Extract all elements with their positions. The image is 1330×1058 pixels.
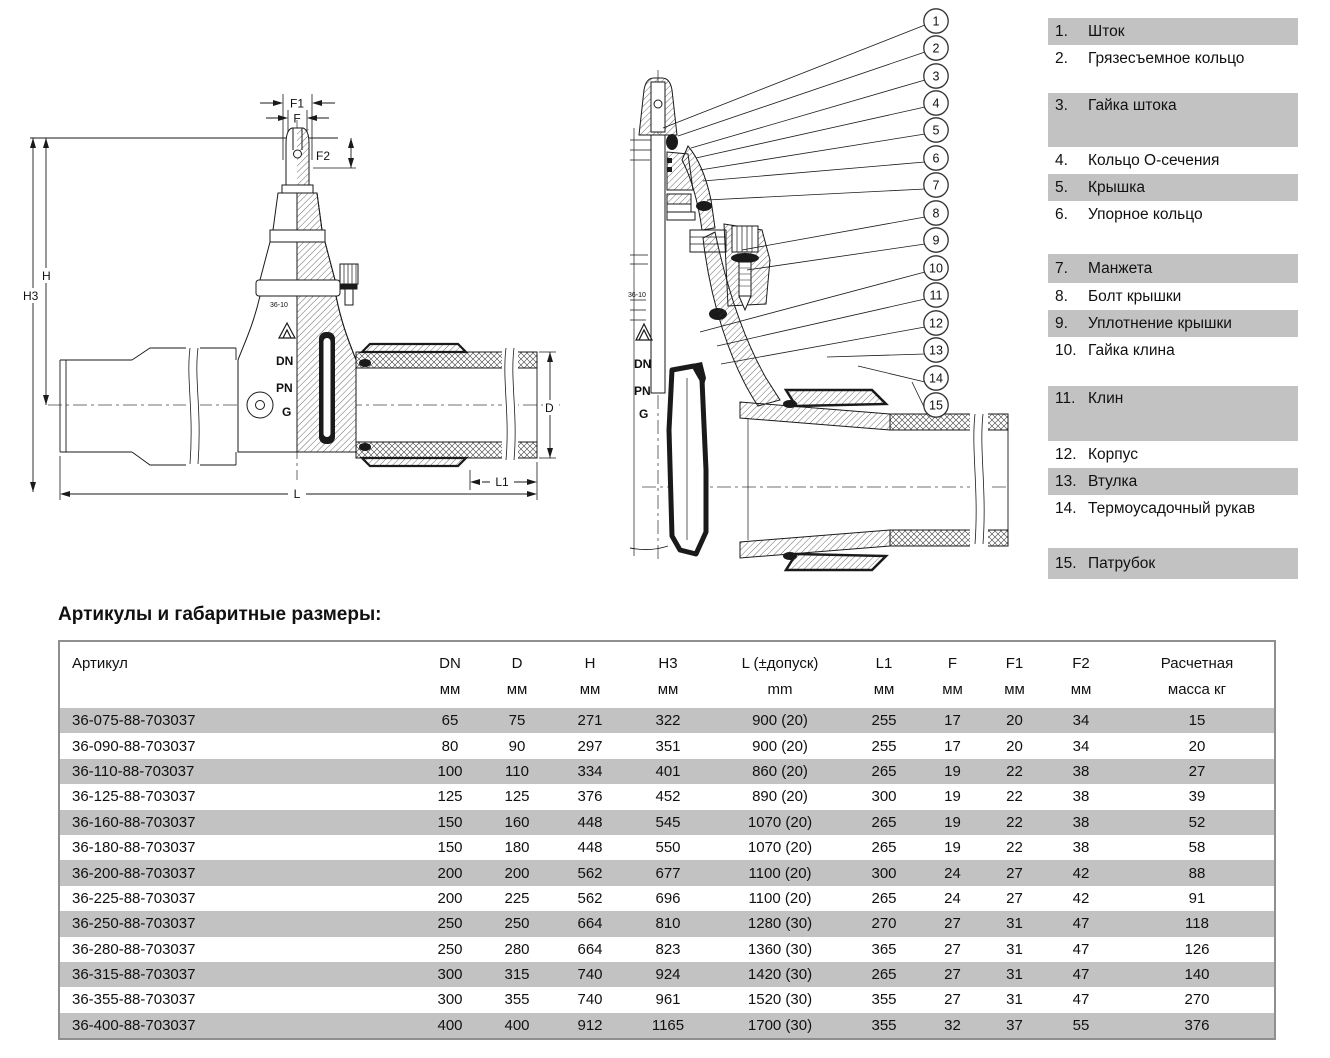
legend-item-label: Уплотнение крышки (1088, 314, 1232, 332)
dimension-value-cell: 823 (655, 940, 681, 958)
body-mark-dn: DN (276, 354, 294, 368)
dimension-value-cell: 38 (1072, 813, 1090, 831)
column-header: Артикул (72, 654, 128, 672)
dimension-value-cell: 65 (441, 712, 459, 730)
legend-item (1048, 18, 1298, 45)
callout-number: 11 (929, 288, 943, 303)
legend-item-label: Гайка штока (1088, 97, 1177, 114)
dimension-value-cell: 27 (1188, 762, 1206, 780)
dimension-value-cell: 890 (20) (752, 788, 808, 806)
leader-line (696, 107, 925, 158)
column-unit: мм (506, 680, 528, 698)
dimension-value-cell: 125 (504, 788, 530, 806)
dimension-value-cell: 1070 (20) (747, 839, 813, 857)
article-number-cell: 36-250-88-703037 (72, 915, 196, 933)
brand-logo-mark (636, 324, 652, 340)
dimension-value-cell: 32 (944, 1016, 961, 1034)
dimension-value-cell: 334 (577, 762, 603, 780)
dimension-value-cell: 448 (577, 839, 603, 857)
dimension-value-cell: 315 (504, 966, 530, 984)
table-row (60, 860, 1274, 885)
leader-line (691, 80, 925, 148)
dimension-value-cell: 677 (655, 864, 681, 882)
dimension-value-cell: 118 (1185, 915, 1209, 933)
dimension-value-cell: 355 (871, 1016, 897, 1034)
legend-item-number: 2. (1055, 49, 1068, 67)
dimension-value-cell: 297 (577, 737, 603, 755)
dimension-value-cell: 100 (437, 762, 463, 780)
dimension-value-cell: 110 (505, 762, 529, 780)
callout-number: 5 (932, 123, 940, 138)
dimension-value-cell: 1420 (30) (747, 966, 813, 984)
dimension-value-cell: 300 (437, 991, 463, 1009)
dimension-value-cell: 140 (1184, 966, 1210, 984)
table-header-units (60, 676, 1274, 702)
dimension-value-cell: 39 (1188, 788, 1206, 806)
dimension-value-cell: 22 (1006, 813, 1023, 831)
leader-line (717, 299, 925, 346)
callout-number: 8 (932, 206, 940, 221)
dimension-value-cell: 27 (944, 991, 961, 1009)
dimension-value-cell: 351 (655, 737, 681, 755)
dimension-value-cell: 270 (1184, 991, 1210, 1009)
dimension-value-cell: 200 (437, 889, 463, 907)
article-number-cell: 36-400-88-703037 (72, 1016, 196, 1034)
legend-item-label: Болт крышки (1088, 287, 1182, 305)
legend-item-label: Шток (1088, 22, 1125, 40)
column-header: H (584, 654, 596, 672)
legend-item (1048, 386, 1298, 441)
dimension-value-cell: 1070 (20) (747, 813, 813, 831)
column-header: L1 (875, 654, 893, 672)
column-unit: мм (579, 680, 601, 698)
dimension-value-cell: 1280 (30) (747, 915, 813, 933)
table-row (60, 810, 1274, 835)
dimension-value-cell: 376 (1184, 1016, 1210, 1034)
dimension-value-cell: 19 (944, 762, 961, 780)
dimension-value-cell: 400 (437, 1016, 463, 1034)
legend-item-number: 10. (1055, 341, 1077, 359)
legend-item-number: 1. (1055, 22, 1068, 40)
legend-item-number: 4. (1055, 151, 1068, 169)
body-mark-model: 36-10 (270, 302, 288, 309)
legend-item-label: Кольцо О-сечения (1088, 151, 1220, 169)
dim-label-f1: F1 (289, 96, 305, 111)
dimension-value-cell: 17 (944, 737, 961, 755)
gate-valve-cross-section-drawing (590, 0, 1010, 600)
dimension-value-cell: 664 (577, 940, 603, 958)
dimension-value-cell: 355 (871, 991, 897, 1009)
dimension-value-cell: 27 (944, 940, 961, 958)
dimension-value-cell: 24 (944, 889, 961, 907)
dimension-value-cell: 27 (944, 966, 961, 984)
column-header: D (511, 654, 523, 672)
column-unit: масса кг (1167, 680, 1227, 698)
legend-item-label: Корпус (1088, 445, 1138, 463)
leader-line (912, 382, 925, 409)
dimension-value-cell: 27 (944, 915, 961, 933)
legend-item-label: Патрубок (1088, 554, 1156, 572)
dimension-value-cell: 270 (871, 915, 897, 933)
legend-item-number: 9. (1055, 314, 1068, 332)
dimension-value-cell: 376 (577, 788, 603, 806)
dimension-value-cell: 810 (655, 915, 681, 933)
dimension-value-cell: 664 (577, 915, 603, 933)
legend-item (1048, 45, 1298, 72)
body-mark-g: G (282, 405, 292, 419)
table-row (60, 835, 1274, 860)
leader-line (678, 52, 925, 136)
legend-item-number: 11. (1055, 390, 1076, 407)
dimension-value-cell: 225 (504, 889, 530, 907)
callout-number: 2 (932, 41, 940, 56)
dimension-value-cell: 19 (944, 788, 961, 806)
dimension-value-cell: 322 (655, 712, 681, 730)
dimension-value-cell: 22 (1006, 788, 1023, 806)
dimension-value-cell: 740 (577, 991, 603, 1009)
article-number-cell: 36-075-88-703037 (72, 712, 196, 730)
table-row (60, 911, 1274, 936)
dimension-value-cell: 27 (1006, 864, 1023, 882)
legend-item (1048, 201, 1298, 228)
dimension-value-cell: 300 (437, 966, 463, 984)
dimension-value-cell: 31 (1006, 940, 1023, 958)
legend-item-number: 14. (1055, 499, 1077, 517)
dimension-value-cell: 740 (577, 966, 603, 984)
dimension-value-cell: 924 (655, 966, 681, 984)
dimension-value-cell: 900 (20) (752, 737, 808, 755)
column-unit: mm (767, 680, 793, 698)
dimension-value-cell: 255 (871, 712, 897, 730)
dimension-value-cell: 1700 (30) (747, 1016, 813, 1034)
column-header: F1 (1005, 654, 1024, 672)
dimension-value-cell: 19 (944, 839, 961, 857)
dim-label-f: F (293, 111, 301, 126)
dimension-value-cell: 24 (944, 864, 961, 882)
legend-item-number: 12. (1055, 445, 1077, 463)
callout-number: 15 (929, 398, 943, 413)
legend-item-number: 8. (1055, 287, 1068, 305)
leader-line (707, 189, 925, 200)
legend-item (1048, 147, 1298, 174)
gate-valve-dimension-drawing (20, 80, 565, 505)
table-header-labels (60, 650, 1274, 676)
dimension-value-cell: 47 (1072, 966, 1090, 984)
dimension-value-cell: 900 (20) (752, 712, 808, 730)
table-row (60, 987, 1274, 1012)
legend-item-number: 5. (1055, 178, 1068, 196)
dimension-value-cell: 75 (508, 712, 526, 730)
legend-item (1048, 548, 1298, 579)
table-row (60, 962, 1274, 987)
dimension-value-cell: 696 (655, 889, 681, 907)
article-number-cell: 36-180-88-703037 (72, 839, 196, 857)
dimension-value-cell: 31 (1006, 966, 1023, 984)
legend-item (1048, 174, 1298, 201)
column-header: H3 (658, 654, 678, 672)
dimension-value-cell: 42 (1072, 889, 1090, 907)
callout-number: 13 (929, 343, 943, 358)
callout-number: 7 (932, 178, 940, 193)
dimension-value-cell: 250 (437, 940, 463, 958)
article-number-cell: 36-225-88-703037 (72, 889, 196, 907)
dim-label-h3: H3 (23, 289, 39, 303)
dimension-value-cell: 180 (504, 839, 530, 857)
legend-item (1048, 93, 1298, 147)
dimension-value-cell: 34 (1072, 737, 1090, 755)
dimension-value-cell: 401 (655, 762, 681, 780)
legend-item-number: 15. (1055, 554, 1077, 572)
column-header: L (±допуск) (741, 654, 819, 672)
column-header: Расчетная (1160, 654, 1234, 672)
leader-line (742, 217, 925, 250)
callout-number: 9 (932, 233, 940, 248)
legend-item (1048, 337, 1298, 364)
dimension-value-cell: 37 (1006, 1016, 1023, 1034)
dimensions-table (58, 640, 1276, 1040)
dimension-value-cell: 265 (871, 813, 897, 831)
article-number-cell: 36-200-88-703037 (72, 864, 196, 882)
legend-item-label: Втулка (1088, 472, 1138, 490)
column-unit: мм (942, 680, 963, 698)
dimension-value-cell: 42 (1072, 864, 1090, 882)
dimension-value-cell: 200 (437, 864, 463, 882)
dimension-value-cell: 545 (655, 813, 681, 831)
dimension-value-cell: 1360 (30) (747, 940, 813, 958)
callout-balloons (924, 9, 948, 417)
legend-item-label: Упорное кольцо (1088, 205, 1203, 223)
dimension-value-cell: 22 (1006, 839, 1023, 857)
section-mark-model: 36-10 (628, 292, 646, 299)
legend-item (1048, 468, 1298, 495)
legend-item-label: Гайка клина (1088, 341, 1175, 359)
dim-label-f2: F2 (316, 149, 331, 163)
dimension-value-cell: 265 (871, 839, 897, 857)
dimension-value-cell: 550 (655, 839, 681, 857)
callout-number: 3 (932, 69, 940, 84)
leader-line (827, 354, 925, 357)
dim-label-h: H (42, 269, 51, 283)
dimension-value-cell: 47 (1072, 915, 1090, 933)
column-header: F (947, 654, 958, 672)
legend-item-label: Клин (1088, 390, 1124, 407)
dimension-value-cell: 265 (871, 966, 897, 984)
section-mark-g: G (639, 407, 649, 421)
dimension-value-cell: 400 (504, 1016, 530, 1034)
dimension-value-cell: 562 (577, 864, 603, 882)
dimension-value-cell: 38 (1072, 839, 1090, 857)
dimension-value-cell: 1520 (30) (747, 991, 813, 1009)
dimension-value-cell: 38 (1072, 788, 1090, 806)
table-row (60, 1013, 1274, 1038)
legend-item (1048, 254, 1298, 283)
column-header: DN (439, 654, 461, 672)
parts-legend (1048, 18, 1298, 579)
legend-item-number: 13. (1055, 472, 1077, 490)
dimension-value-cell: 250 (504, 915, 530, 933)
dimension-value-cell: 452 (655, 788, 681, 806)
article-number-cell: 36-355-88-703037 (72, 991, 196, 1009)
dimension-value-cell: 1100 (20) (748, 864, 812, 882)
legend-item (1048, 310, 1298, 337)
dimension-value-cell: 47 (1072, 991, 1090, 1009)
legend-item-number: 3. (1055, 97, 1068, 114)
dimension-value-cell: 38 (1072, 762, 1090, 780)
callout-number: 1 (932, 14, 940, 29)
dimension-value-cell: 355 (504, 991, 530, 1009)
dimension-value-cell: 200 (504, 864, 530, 882)
dimension-value-cell: 15 (1188, 712, 1206, 730)
column-unit: мм (657, 680, 679, 698)
article-number-cell: 36-090-88-703037 (72, 737, 196, 755)
dimension-value-cell: 300 (871, 788, 897, 806)
legend-item (1048, 283, 1298, 310)
dimension-value-cell: 55 (1072, 1016, 1090, 1034)
leader-line (858, 366, 925, 382)
dimension-value-cell: 271 (577, 712, 603, 730)
article-number-cell: 36-280-88-703037 (72, 940, 196, 958)
legend-item-number: 6. (1055, 205, 1068, 223)
table-row (60, 708, 1274, 733)
dimension-value-cell: 22 (1006, 762, 1023, 780)
dimension-value-cell: 20 (1006, 737, 1023, 755)
table-row (60, 784, 1274, 809)
article-number-cell: 36-125-88-703037 (72, 788, 196, 806)
dimension-value-cell: 150 (437, 839, 463, 857)
article-number-cell: 36-160-88-703037 (72, 813, 196, 831)
dimension-value-cell: 280 (504, 940, 530, 958)
table-row (60, 886, 1274, 911)
dimension-value-cell: 31 (1006, 915, 1023, 933)
legend-item (1048, 441, 1298, 468)
dimension-value-cell: 448 (577, 813, 603, 831)
column-unit: мм (1004, 680, 1025, 698)
dimension-value-cell: 1100 (20) (748, 889, 812, 907)
dimension-value-cell: 90 (508, 737, 526, 755)
dimension-value-cell: 47 (1072, 940, 1090, 958)
leader-line (747, 244, 925, 270)
dimension-value-cell: 1165 (651, 1016, 685, 1034)
column-header: F2 (1072, 654, 1090, 672)
dimension-value-cell: 52 (1188, 813, 1206, 831)
table-title: Артикулы и габаритные размеры: (58, 604, 382, 625)
section-mark-dn: DN (634, 357, 652, 371)
dimension-value-cell: 961 (655, 991, 681, 1009)
dimension-value-cell: 255 (871, 737, 897, 755)
callout-number: 6 (932, 151, 940, 166)
legend-item-label: Грязесъемное кольцо (1088, 49, 1245, 67)
dimension-value-cell: 31 (1006, 991, 1023, 1009)
dim-label-l: L (293, 487, 301, 501)
column-unit: мм (1070, 680, 1092, 698)
dimension-value-cell: 19 (944, 813, 961, 831)
article-number-cell: 36-315-88-703037 (72, 966, 196, 984)
dimension-value-cell: 250 (437, 915, 463, 933)
callout-number: 10 (929, 261, 943, 276)
legend-item-number: 7. (1055, 259, 1068, 277)
body-mark-pn: PN (276, 381, 293, 395)
dimension-value-cell: 300 (871, 864, 897, 882)
section-mark-pn: PN (634, 384, 651, 398)
dim-label-l1: L1 (495, 475, 509, 489)
table-row (60, 759, 1274, 784)
dimension-value-cell: 912 (577, 1016, 603, 1034)
dimension-value-cell: 34 (1072, 712, 1090, 730)
table-body (60, 708, 1274, 1038)
table-row (60, 937, 1274, 962)
dimension-value-cell: 125 (437, 788, 463, 806)
section-cast-marks (628, 292, 652, 421)
leader-line (703, 162, 925, 181)
column-unit: мм (439, 680, 461, 698)
dimension-value-cell: 365 (871, 940, 897, 958)
dimension-value-cell: 20 (1188, 737, 1206, 755)
dim-label-d: D (545, 401, 554, 415)
dimension-value-cell: 126 (1184, 940, 1210, 958)
legend-item (1048, 495, 1298, 522)
dimension-value-cell: 20 (1006, 712, 1023, 730)
table-row (60, 733, 1274, 758)
dimension-value-cell: 17 (944, 712, 961, 730)
dimension-value-cell: 562 (577, 889, 603, 907)
legend-item-label: Крышка (1088, 178, 1145, 196)
callout-number: 4 (932, 96, 940, 111)
dimension-value-cell: 160 (504, 813, 530, 831)
dimension-value-cell: 265 (871, 889, 897, 907)
column-unit: мм (873, 680, 895, 698)
dimension-value-cell: 265 (871, 762, 897, 780)
dimension-value-cell: 80 (441, 737, 459, 755)
dimension-value-cell: 860 (20) (752, 762, 808, 780)
dimension-value-cell: 88 (1188, 864, 1206, 882)
table-header (60, 642, 1274, 708)
dimension-value-cell: 58 (1188, 839, 1206, 857)
leader-line (663, 25, 925, 128)
dimension-value-cell: 91 (1188, 889, 1206, 907)
callout-number: 14 (929, 371, 943, 386)
dimension-value-cell: 150 (437, 813, 463, 831)
article-number-cell: 36-110-88-703037 (72, 762, 195, 780)
leader-line (721, 327, 925, 364)
legend-item-label: Термоусадочный рукав (1088, 499, 1256, 517)
callout-number: 12 (929, 316, 943, 331)
dimension-value-cell: 27 (1006, 889, 1023, 907)
legend-item-label: Манжета (1088, 259, 1153, 277)
